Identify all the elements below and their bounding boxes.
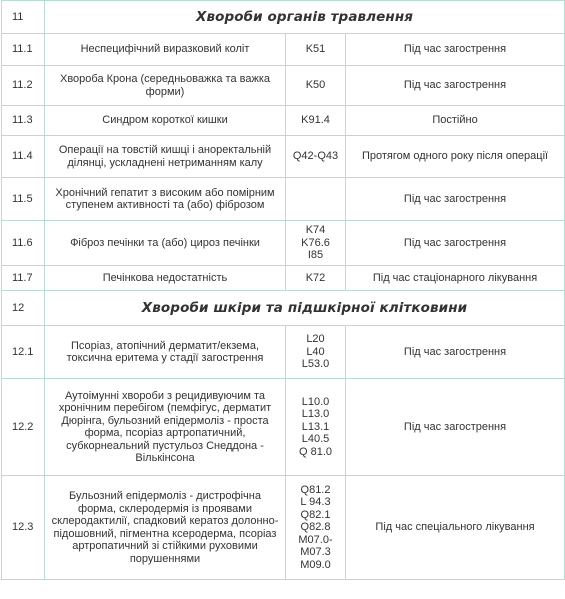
icd-code: K91.4 [301,114,330,127]
section-header-row [2,1,565,34]
icd-code: Q82.8 [300,521,331,534]
icd-code: K51 [305,43,326,56]
table-row [2,136,565,178]
period: Під час загострення [346,178,565,221]
table-row [2,66,565,106]
icd-code: L40.5 [301,433,330,446]
table-row [2,34,565,66]
row-number: 11.5 [2,178,45,221]
icd-code: M07.3 [300,546,331,559]
table-row [2,221,565,266]
period: Під час стаціонарного лікування [346,266,565,291]
icd-code: M09.0 [300,558,331,571]
icd-code: K72 [305,271,326,284]
table-row [2,106,565,136]
icd-codes [286,221,346,266]
row-number: 12.2 [2,379,45,476]
period: Протягом одного року після операції [346,136,565,178]
disease-name: Бульозний епідермоліз - дистрофічна форма, склеродермія із проявами склеродактилії, спадковий кератоз долонно-підошовний, пігментна ксеродерма, псоріаз артропатичний зі стійкими руховими порушеннями [45,476,286,580]
icd-code: L53.0 [301,358,330,371]
row-number: 11.6 [2,221,45,266]
disease-name: Операції на товстій кишці і аноректальній ділянці, ускладнені нетриманням калу [45,136,286,178]
row-number: 11.1 [2,34,45,66]
icd-code: Q42-Q43 [292,150,339,163]
icd-code: L20 [306,333,325,346]
table-body [2,1,565,580]
row-number: 12.1 [2,326,45,379]
icd-code: I85 [307,249,324,262]
row-number: 11 [2,1,45,34]
row-number: 12.3 [2,476,45,580]
disease-table [1,0,565,580]
disease-name: Аутоімунні хвороби з рецидивуючим та хронічним перебігом (пемфігус, дерматит Дюрінга, бульозний епідермоліз - проста форма, псоріаз артропатичний, субкорнеальний пустульоз Снеддона - Вількінсона [45,379,286,476]
icd-code: M07.0- [298,533,333,546]
section-header-row [2,291,565,326]
row-number: 11.3 [2,106,45,136]
icd-code: Q 81.0 [298,445,333,458]
table-row [2,266,565,291]
disease-name: Хвороба Крона (середньоважка та важка форми) [45,66,286,106]
section-title: Хвороби шкіри та підшкірної клітковини [45,291,565,326]
disease-name: Неспецифічний виразковий коліт [45,34,286,66]
icd-codes [286,326,346,379]
icd-code: K50 [305,79,326,92]
icd-code: L10.0 [301,395,330,408]
icd-code: L13.0 [301,408,330,421]
icd-codes [286,379,346,476]
icd-codes [286,106,346,136]
icd-codes [286,136,346,178]
disease-name: Синдром короткої кишки [45,106,286,136]
table-row [2,326,565,379]
disease-name: Хронічний гепатит з високим або помірним ступенем активності та (або) фіброзом [45,178,286,221]
period: Під час загострення [346,326,565,379]
disease-name: Псоріаз, атопічний дерматит/екзема, токсична еритема у стадії загострення [45,326,286,379]
icd-code: L40 [306,345,325,358]
icd-codes [286,476,346,580]
table-row [2,178,565,221]
icd-code: L 94.3 [300,496,331,509]
icd-codes [286,34,346,66]
row-number: 11.4 [2,136,45,178]
period: Під час загострення [346,221,565,266]
row-number: 11.2 [2,66,45,106]
icd-code: Q81.2 [300,483,331,496]
icd-codes [286,178,346,221]
table-row [2,379,565,476]
icd-code: K74 [305,224,326,237]
row-number: 12 [2,291,45,326]
disease-name: Печінкова недостатність [45,266,286,291]
period: Під час загострення [346,379,565,476]
icd-codes [286,266,346,291]
period: Постійно [346,106,565,136]
icd-code: K76.6 [301,236,330,249]
icd-codes [286,66,346,106]
period: Під час спеціального лікування [346,476,565,580]
period: Під час загострення [346,66,565,106]
icd-code: Q82.1 [300,508,331,521]
table-row [2,476,565,580]
section-title: Хвороби органів травлення [45,1,565,34]
icd-code: L13.1 [301,420,330,433]
row-number: 11.7 [2,266,45,291]
disease-name: Фіброз печінки та (або) цироз печінки [45,221,286,266]
period: Під час загострення [346,34,565,66]
